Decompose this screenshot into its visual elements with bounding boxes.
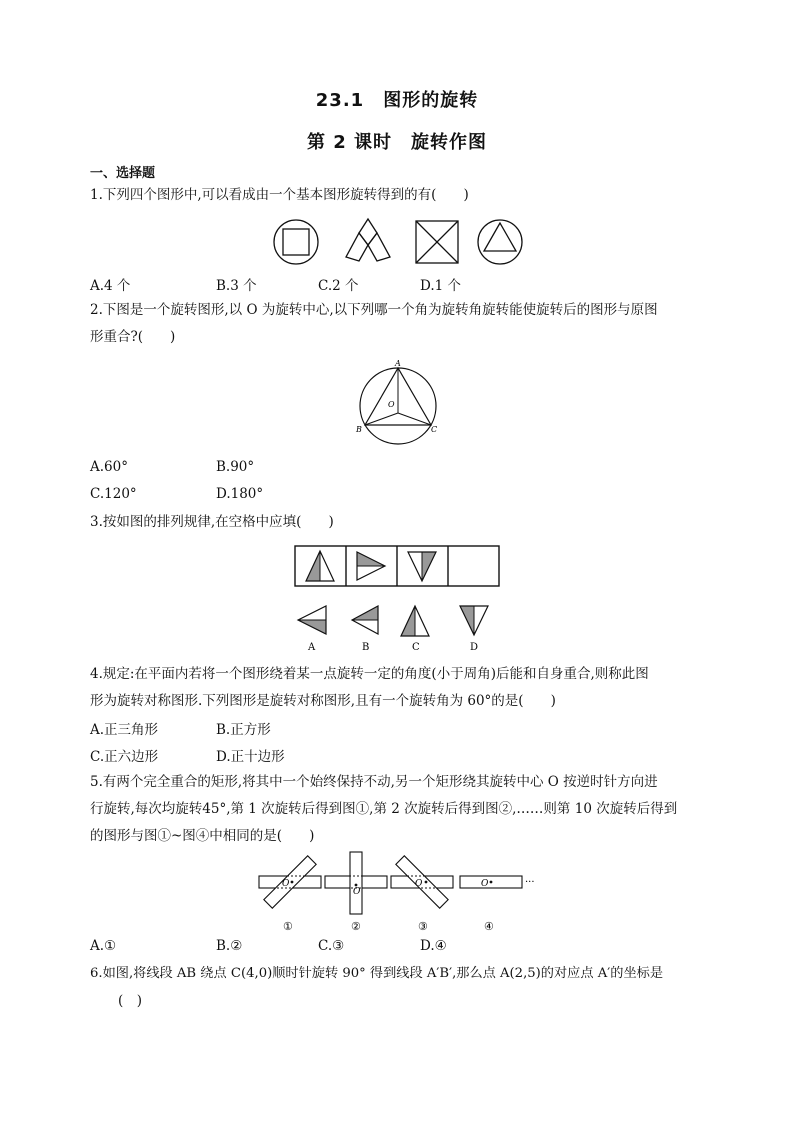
question-5-line-3: 的图形与图①~图④中相同的是( ) (90, 828, 315, 844)
q4-option-c[interactable]: C.正六边形 (90, 749, 159, 765)
question-2-line-2: 形重合?( ) (90, 329, 176, 345)
figure-label-3: ③ (418, 920, 428, 933)
q1-option-a[interactable]: A.4 个 (90, 278, 131, 294)
question-1-figures (270, 215, 530, 269)
q1-option-b[interactable]: B.3 个 (216, 278, 257, 294)
choice-label-d: D (470, 642, 479, 653)
figure-ellipsis: ··· (525, 877, 535, 888)
circle-square-figure (274, 220, 318, 264)
point-label-o: O (388, 400, 395, 409)
q4-option-b[interactable]: B.正方形 (216, 722, 271, 738)
figure-label-2: ② (351, 920, 361, 933)
center-label-2: O (353, 887, 361, 897)
choice-label-a: A (308, 642, 316, 653)
point-label-b: B (356, 425, 362, 434)
center-label-1: O (282, 879, 290, 889)
question-2-figure (350, 358, 450, 458)
q1-option-d[interactable]: D.1 个 (420, 278, 462, 294)
circle-triangle-figure (478, 220, 522, 264)
choice-d-figure (460, 606, 488, 635)
question-6-line-2: ( ) (118, 993, 143, 1009)
q5-option-a[interactable]: A.① (90, 938, 117, 954)
q2-option-d[interactable]: D.180° (216, 486, 264, 502)
q5-option-c[interactable]: C.③ (318, 938, 345, 954)
square-cross-figure (416, 221, 458, 263)
q2-option-a[interactable]: A.60° (90, 459, 128, 475)
question-2-line-1: 2.下图是一个旋转图形,以 O 为旋转中心,以下列哪一个角为旋转角旋转能使旋转后的图形与原图 (90, 302, 658, 318)
figure-label-1: ① (283, 920, 293, 933)
question-4-line-1: 4.规定:在平面内若将一个图形绕着某一点旋转一定的角度(小于周角)后能和自身重合,则称此图 (90, 666, 649, 682)
question-4-line-2: 形为旋转对称图形.下列图形是旋转对称图形,且有一个旋转角为 60°的是( ) (90, 693, 556, 709)
point-label-a: A (395, 359, 401, 368)
q4-option-d[interactable]: D.正十边形 (216, 749, 285, 765)
three-rhombus-figure (346, 219, 390, 261)
rectangle-figure-2 (325, 852, 387, 914)
center-label-3: O (415, 879, 423, 889)
q5-option-b[interactable]: B.② (216, 938, 243, 954)
q2-option-b[interactable]: B.90° (216, 459, 255, 475)
rectangle-figure-4 (460, 876, 535, 889)
question-5-line-1: 5.有两个完全重合的矩形,将其中一个始终保持不动,另一个矩形绕其旋转中心 O 按逆时针方向进 (90, 774, 658, 790)
question-3-text: 3.按如图的排列规律,在空格中应填( ) (90, 514, 334, 530)
rectangle-figure-1 (259, 856, 321, 908)
q4-option-a[interactable]: A.正三角形 (90, 722, 159, 738)
question-5-figures (255, 848, 545, 938)
section-title: 23.1 图形的旋转 (315, 90, 479, 111)
question-5-line-2: 行旋转,每次均旋转45°,第 1 次旋转后得到图①,第 2 次旋转后得到图②,……则第 10 次旋转后得到 (90, 801, 678, 817)
question-3-sequence (294, 545, 502, 589)
rectangle-figure-3 (391, 856, 453, 908)
center-label-4: O (481, 879, 489, 889)
point-label-c: C (431, 425, 438, 434)
choice-label-c: C (412, 642, 420, 653)
choice-b-figure (352, 606, 378, 634)
q1-option-c[interactable]: C.2 个 (318, 278, 359, 294)
question-3-choices (290, 602, 510, 654)
figure-label-4: ④ (484, 920, 494, 933)
q5-option-d[interactable]: D.④ (420, 938, 447, 954)
choice-label-b: B (362, 642, 370, 653)
question-6-line-1: 6.如图,将线段 AB 绕点 C(4,0)顺时针旋转 90° 得到线段 A′B′,那么点 A(2,5)的对应点 A′的坐标是 (90, 966, 664, 981)
lesson-title: 第 2 课时 旋转作图 (306, 132, 488, 153)
section-heading: 一、选择题 (90, 166, 156, 181)
choice-a-figure (298, 606, 326, 634)
question-1-text: 1.下列四个图形中,可以看成由一个基本图形旋转得到的有( ) (90, 187, 469, 203)
q2-option-c[interactable]: C.120° (90, 486, 137, 502)
choice-c-figure (401, 606, 429, 636)
